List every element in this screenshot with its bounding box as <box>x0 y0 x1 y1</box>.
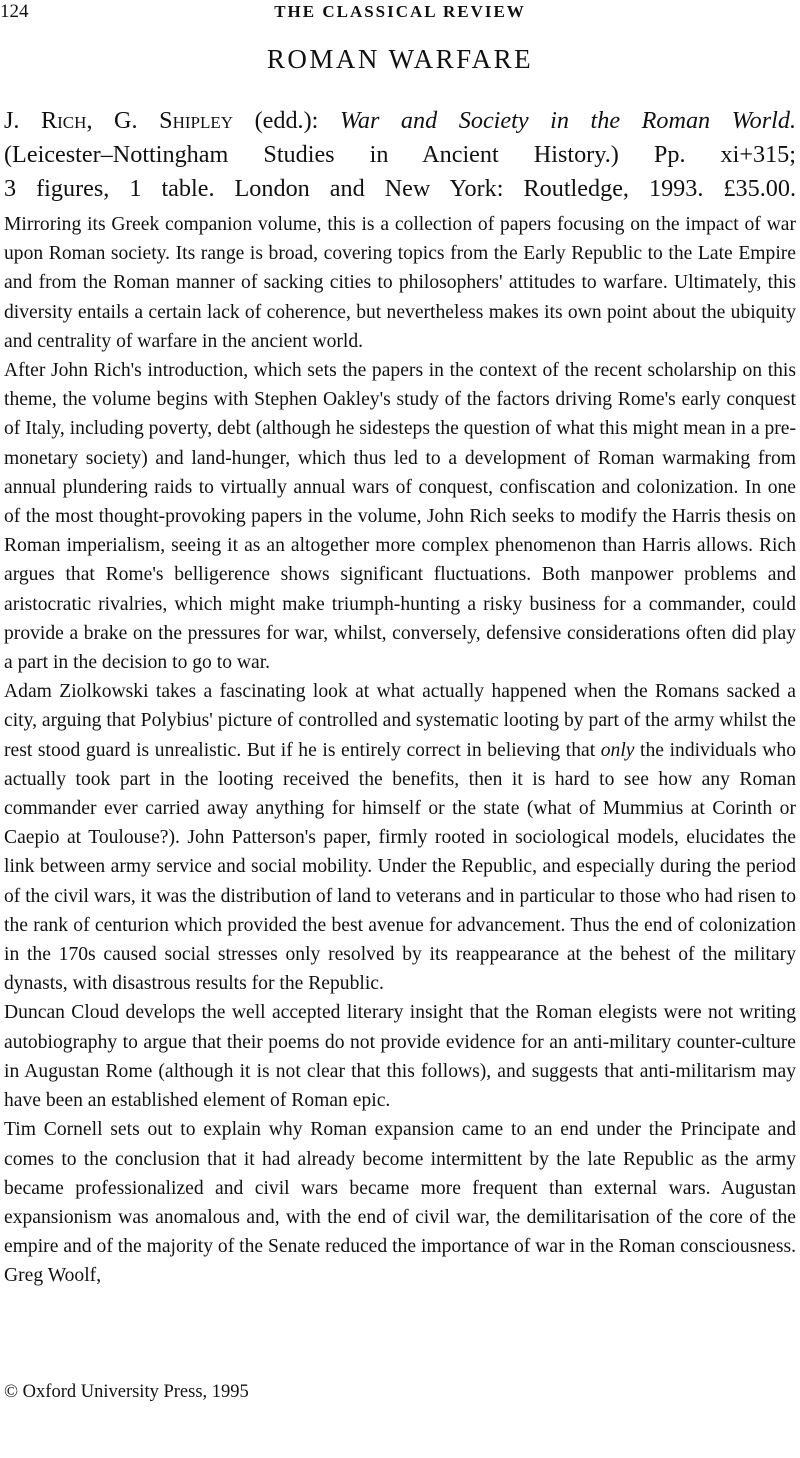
paragraph-3 <box>4 677 796 998</box>
paragraph-1: Mirroring its Greek companion volume, this is a collection of papers focusing on the impact of war upon Roman society. Its range is broad, covering topics from the Early Republic to the Late Empire and from the Roman manner of sacking cities to philosophers' attitudes to warfare. Ultimately, this diversity entails a certain lack of coherence, but nevertheless makes its own point about the ubiquity and centrality of warfare in the ancient world. <box>4 214 796 352</box>
page-number: 124 <box>0 1 29 22</box>
review-body <box>4 210 796 1291</box>
citation-line-1 <box>4 104 796 138</box>
author-2-surname: Shipley <box>159 107 234 134</box>
paragraph-5: Tim Cornell sets out to explain why Roman expansion came to an end under the Principate and comes to the conclusion that it had already become intermittent by the late Republic as the army became professionalized and civil wars became more frequent than external wars. Augustan expansionism was anomalous and, with the end of civil war, the demilitarisation of the core of the empire and of the majority of the Senate reduced the importance of war in the Roman consciousness. Greg Woolf, <box>4 1119 796 1287</box>
paragraph-3-part-1: Adam Ziolkowski takes a fascinating look at what actually happened when the Romans sacked a city, arguing that Polybius' picture of controlled and systematic looting by part of the army whilst the rest stood guard is unrealistic. But if he is entirely correct in believing that <box>4 681 796 761</box>
editors-note: (edd.): <box>233 107 340 134</box>
paragraph-3-part-2: the individuals who actually took part in the looting received the benefits, then it is hard to see how any Roman commander ever carried away anything for himself or the state (what of Mummius at Corinth or Caepio at Toulouse?). John Patterson's paper, firmly rooted in sociological models, elucidates the link between army service and social mobility. Under the Republic, and especially during the period of the civil wars, it was the distribution of land to veterans and in particular to those who had risen to the rank of centurion which provided the best avenue for advancement. Thus the end of colonization in the 170s caused social stresses only resolved by its reappearance at the behest of the military dynasts, with disastrous results for the Republic. <box>4 739 796 995</box>
running-head <box>0 0 800 24</box>
citation-line-3: 3 figures, 1 table. London and New York: Routledge, 1993. £35.00. <box>4 175 796 202</box>
book-title: War and Society in the Roman World. <box>339 107 796 134</box>
journal-title: THE CLASSICAL REVIEW <box>274 2 526 21</box>
paragraph-2: After John Rich's introduction, which sets the papers in the context of the recent scholarship on this theme, the volume begins with Stephen Oakley's study of the factors driving Rome's early conquest of Italy, including poverty, debt (although he sidesteps the question of what this might mean in a pre-monetary society) and land-hunger, which thus led to a development of Roman warmaking from annual plundering raids to virtually annual wars of conquest, confiscation and colonization. In one of the most thought-provoking papers in the volume, John Rich seeks to modify the Harris thesis on Roman imperialism, seeing it as an altogether more complex phenomenon than Harris allows. Rich argues that Rome's belligerence shows significant fluctuations. Both manpower problems and aristocratic rivalries, which might make triumph-hunting a risky business for a commander, could provide a brake on the pressures for war, whilst, conversely, defensive considerations often did play a part in the decision to go to war. <box>4 360 796 674</box>
copyright-notice: © Oxford University Press, 1995 <box>4 1382 249 1402</box>
paragraph-4: Duncan Cloud develops the well accepted literary insight that the Roman elegists were not writing autobiography to argue that their poems do not provide evidence for an anti-military counter-culture in Augustan Rome (although it is not clear that this follows), and suggests that anti-militarism may have been an established element of Roman epic. <box>4 1002 796 1112</box>
author-separator: , G. <box>86 107 160 134</box>
article-title: ROMAN WARFARE <box>266 44 534 74</box>
author-1-surname: Rich <box>41 107 87 134</box>
author-1-initial: J. <box>4 107 42 134</box>
book-citation <box>4 104 796 206</box>
paragraph-3-emphasis: only <box>600 739 635 761</box>
citation-line-2: (Leicester–Nottingham Studies in Ancient History.) Pp. xi+315; <box>4 141 796 168</box>
